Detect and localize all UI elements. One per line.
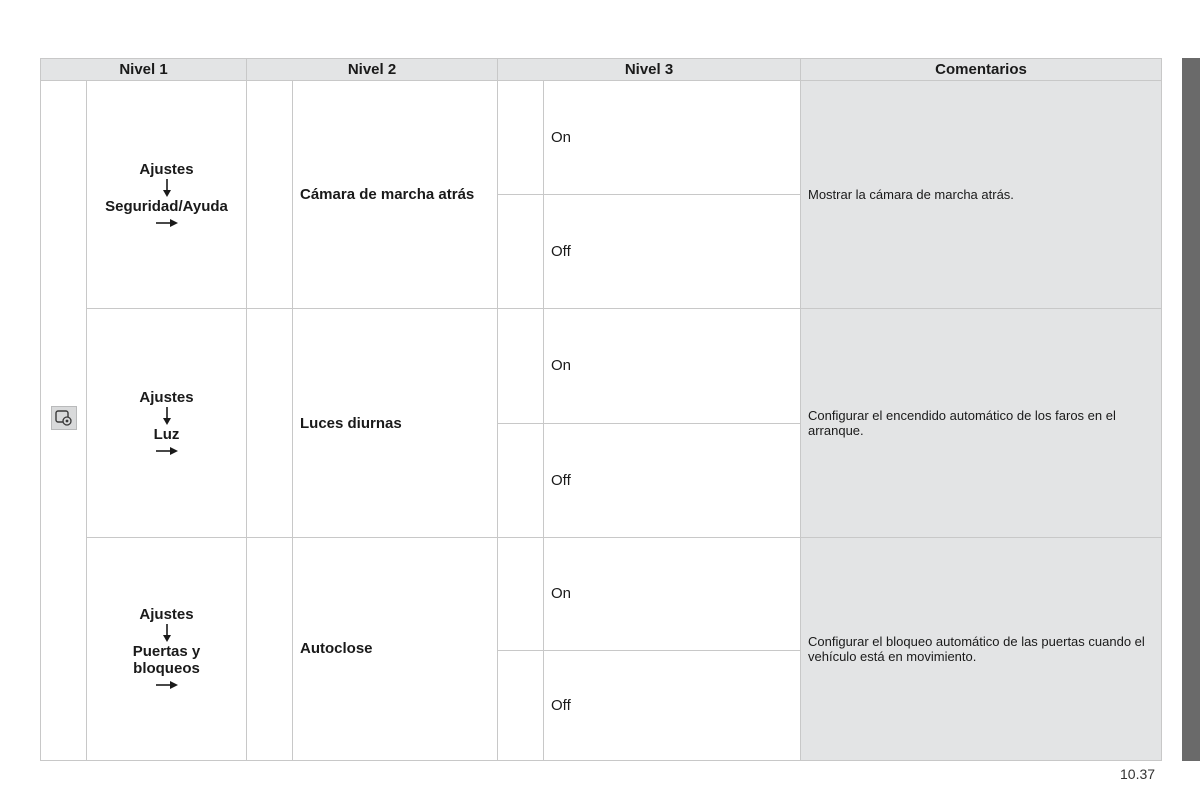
- header-nivel-3: Nivel 3: [498, 59, 801, 81]
- header-row: [41, 59, 1162, 81]
- table-row: [41, 309, 1162, 423]
- settings-gear-icon: [51, 406, 77, 430]
- chapter-side-tab: [1182, 58, 1200, 761]
- spacer-cell: [247, 81, 293, 309]
- comment: Configurar el encendido automático de los faros en el arranque.: [801, 309, 1162, 537]
- nivel2-label: Autoclose: [293, 537, 498, 760]
- spacer-cell: [498, 537, 544, 650]
- option-off[interactable]: Off: [544, 423, 801, 537]
- path-step: Luz: [153, 426, 180, 443]
- spacer-cell: [498, 650, 544, 760]
- spacer-cell: [498, 309, 544, 423]
- spacer-cell: [498, 423, 544, 537]
- arrow-right-icon: [155, 679, 179, 691]
- comment: Configurar el bloqueo automático de las puertas cuando el vehículo está en movimiento.: [801, 537, 1162, 760]
- nivel2-label: Luces diurnas: [293, 309, 498, 537]
- menu-path: [87, 537, 247, 760]
- path-step: Ajustes: [139, 389, 194, 406]
- arrow-down-icon: [162, 178, 172, 198]
- menu-path: [87, 309, 247, 537]
- option-on[interactable]: On: [544, 309, 801, 423]
- spacer-cell: [498, 195, 544, 309]
- option-on[interactable]: On: [544, 81, 801, 195]
- arrow-right-icon: [155, 445, 179, 457]
- header-nivel-1: Nivel 1: [41, 59, 247, 81]
- path-step: Ajustes: [139, 606, 194, 624]
- path-step: Puertas y bloqueos: [132, 643, 201, 678]
- page-number: 10.37: [1120, 766, 1156, 782]
- menu-path: [87, 81, 247, 309]
- header-comentarios: Comentarios: [801, 59, 1162, 81]
- table-row: [41, 81, 1162, 195]
- option-off[interactable]: Off: [544, 195, 801, 309]
- spacer-cell: [247, 309, 293, 537]
- header-nivel-2: Nivel 2: [247, 59, 498, 81]
- path-step: Seguridad/Ayuda: [105, 197, 228, 215]
- option-on[interactable]: On: [544, 537, 801, 650]
- arrow-down-icon: [162, 623, 172, 643]
- arrow-right-icon: [155, 217, 179, 229]
- path-step: Ajustes: [139, 160, 194, 178]
- comment: Mostrar la cámara de marcha atrás.: [801, 81, 1162, 309]
- arrow-down-icon: [162, 406, 172, 426]
- settings-menu-table: [40, 58, 1162, 761]
- nivel2-label: Cámara de marcha atrás: [293, 81, 498, 309]
- table-row: [41, 537, 1162, 650]
- icon-cell: [41, 81, 87, 761]
- spacer-cell: [247, 537, 293, 760]
- option-off[interactable]: Off: [544, 650, 801, 760]
- spacer-cell: [498, 81, 544, 195]
